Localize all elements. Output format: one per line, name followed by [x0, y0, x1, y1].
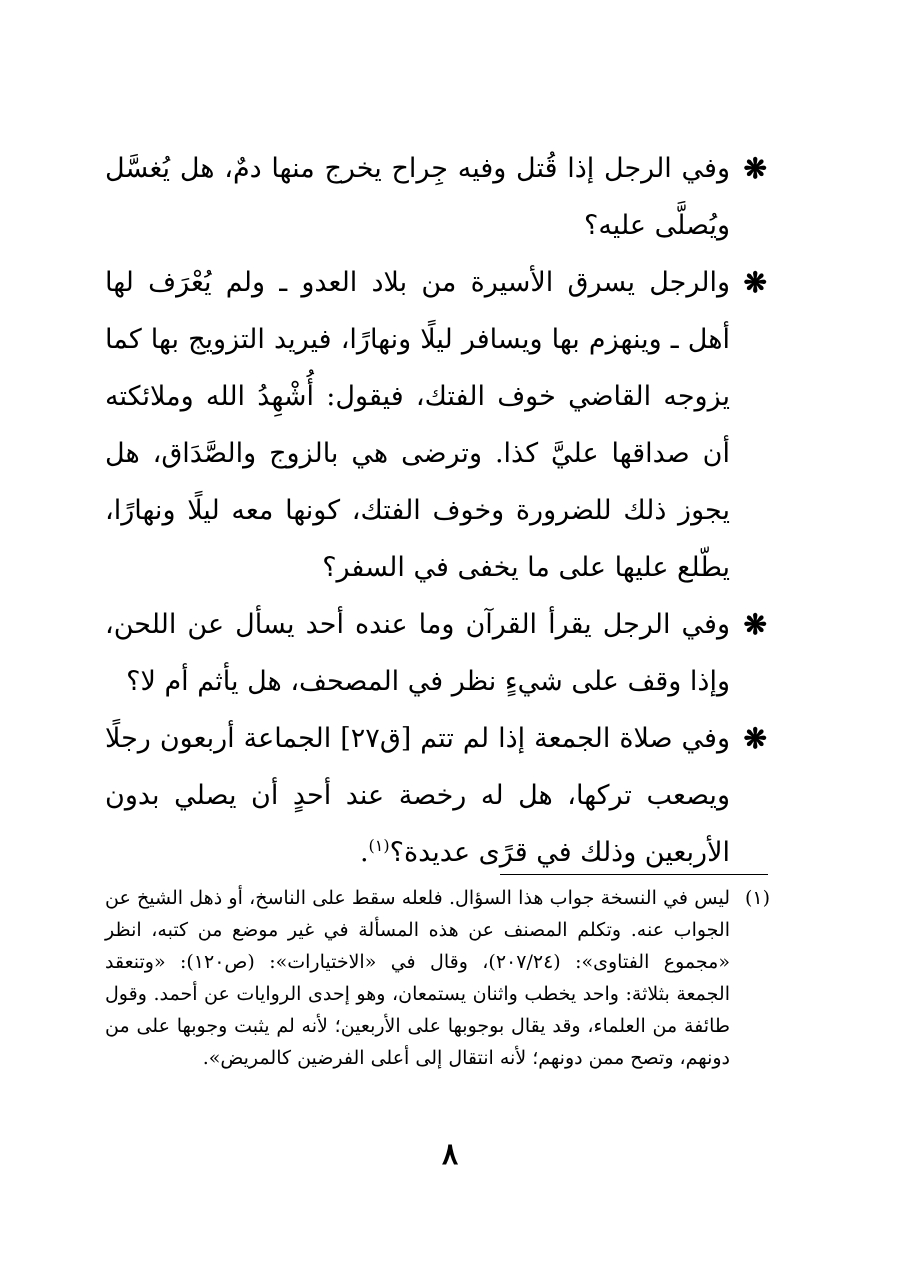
- question-text: والرجل يسرق الأسيرة من بلاد العدو ـ ولم يُعْرَف لها أهل ـ وينهزم بها ويسافر ليلًا ونهارًا، فيريد التزويج بها كما يزوجه القاضي خوف الفتك، فيقول: أُشْهِدُ الله وملائكته أن صداقها عليَّ كذا. وترضى هي بالزوج والصَّدَاق، هل يجوز ذلك للضرورة وخوف الفتك، كونها معه ليلًا ونهارًا، يطّلع عليها على ما يخفى في السفر؟: [105, 267, 730, 583]
- question-text: وفي الرجل يقرأ القرآن وما عنده أحد يسأل عن اللحن، وإذا وقف على شيءٍ نظر في المصحف، هل يأثم أم لا؟: [105, 609, 730, 697]
- footnote-reference: (١): [368, 836, 390, 855]
- question-item: [105, 710, 767, 881]
- question-text: وفي صلاة الجمعة إذا لم تتم [ق٢٧] الجماعة أربعون رجلًا ويصعب تركها، هل له رخصة عند أحدٍ أن يصلي بدون الأربعين وذلك في قرًى عديدة؟: [105, 723, 731, 868]
- question-item: [105, 596, 767, 710]
- page-number: ٨: [441, 1137, 459, 1172]
- footnote-text: ليس في النسخة جواب هذا السؤال. فلعله سقط على الناسخ، أو ذهل الشيخ عن الجواب عنه. وتكلم المصنف عن هذه المسألة في غير موضع من كتبه، انظر «مجموع الفتاوى»: (٢٠٧/٢٤)، وقال في «الاختيارات»: (ص١٢٠): «وتنعقد الجمعة بثلاثة: واحد يخطب واثنان يستمعان، وهو إحدى الروايات عن أحمد. وقول طائفة من العلماء، وقد يقال بوجوبها على الأربعين؛ لأنه لم يثبت وجوبها على من دونهم، وتصح ممن دونهم؛ لأنه انتقال إلى أعلى الفرضين كالمريض».: [105, 887, 730, 1069]
- footnote-number: (١): [744, 887, 770, 909]
- sentence-end: .: [359, 837, 369, 868]
- question-text: وفي الرجل إذا قُتل وفيه جِراح يخرج منها دمٌ، هل يُغسَّل ويُصلَّى عليه؟: [105, 153, 730, 241]
- footnote: [105, 882, 770, 1074]
- question-item: [105, 254, 767, 596]
- asterism-bullet-icon: ❋: [743, 152, 767, 185]
- footnote-separator: [500, 874, 768, 875]
- asterism-bullet-icon: ❋: [743, 608, 767, 641]
- asterism-bullet-icon: ❋: [743, 266, 767, 299]
- asterism-bullet-icon: ❋: [743, 722, 767, 755]
- question-item: [105, 140, 767, 254]
- question-list: [105, 140, 767, 881]
